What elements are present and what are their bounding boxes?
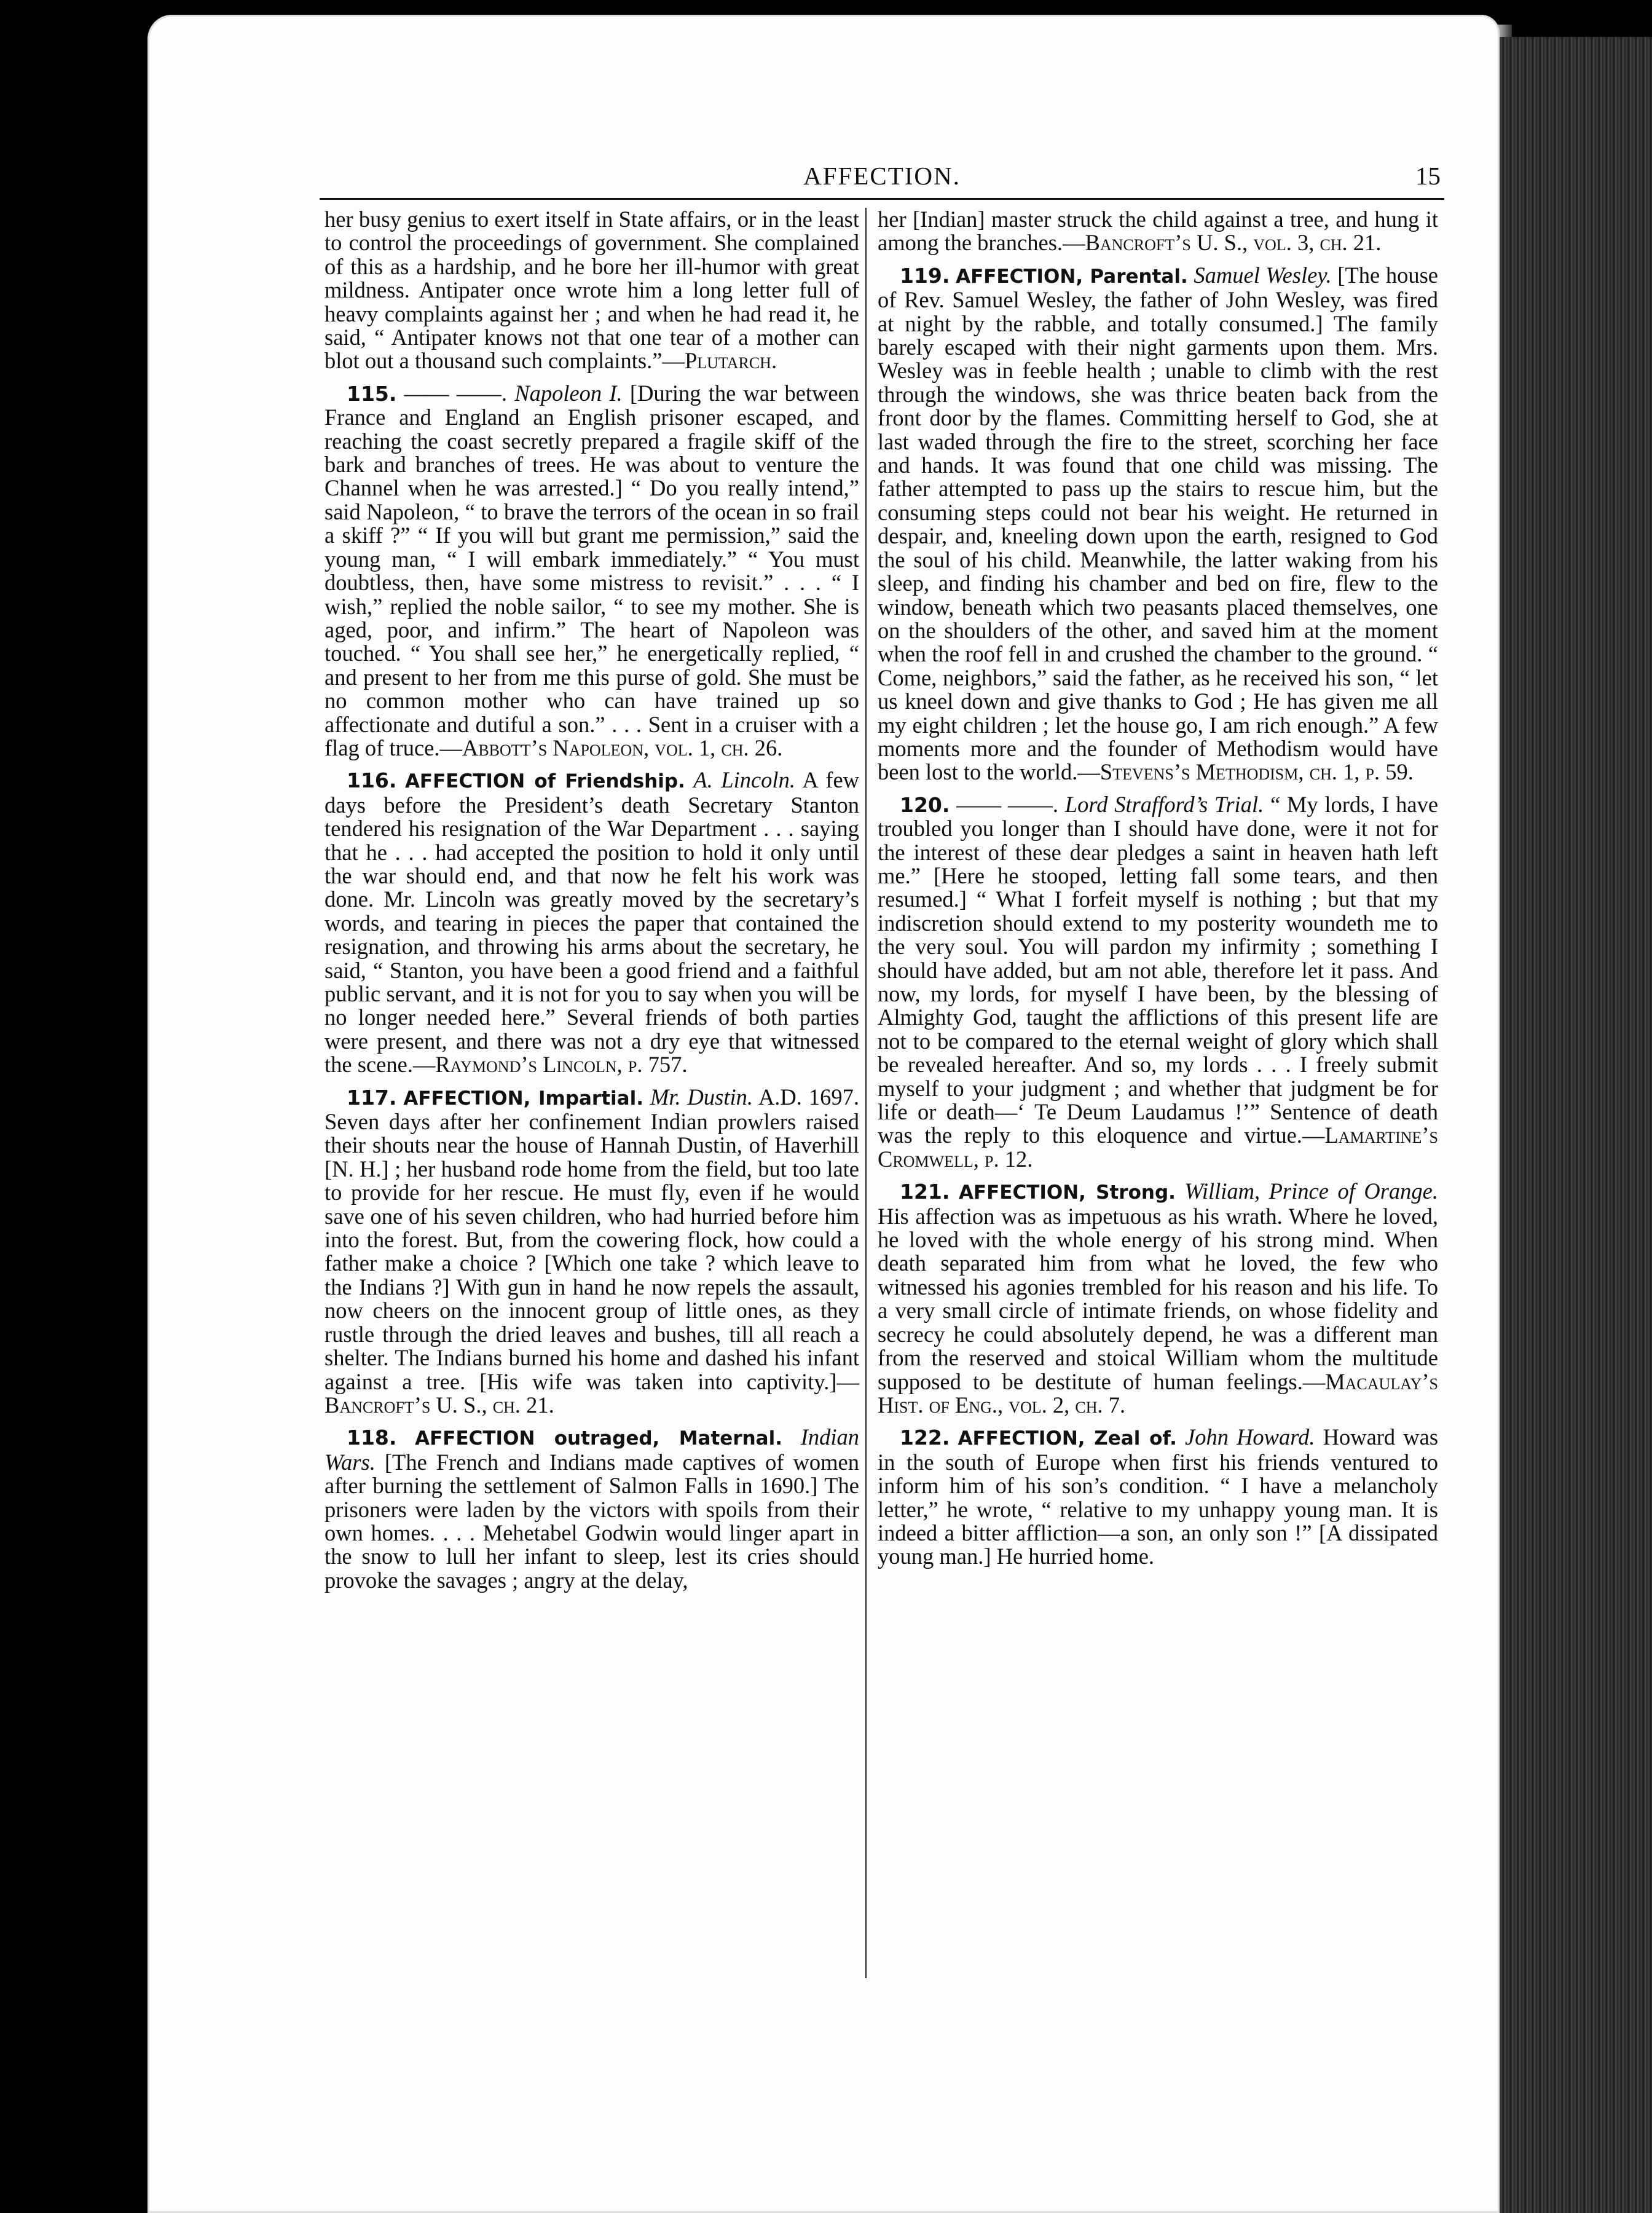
entry-heading: AFFECTION outraged, Maternal. <box>415 1427 783 1450</box>
entry-subject: Indian Wars. <box>324 1424 860 1475</box>
entry-text: Howard was in the south of Europe when first his friends ventured to inform him of his son’s condition. “ I have a melancholy letter,” he wrote, “ relative to my unhappy young man. It is indeed a bitter affliction—a son, an only son !” [A dissipated young man.] He hurried home. <box>878 1424 1439 1569</box>
entry-subject: Napoleon I. <box>514 380 623 406</box>
entry-source: Bancroft’s U. S., ch. 21. <box>324 1392 554 1418</box>
entry-source: Plutarch. <box>684 348 777 374</box>
column-divider <box>865 208 867 1978</box>
entry-source: Lamartine’s Cromwell, p. 12. <box>878 1122 1438 1172</box>
entry-subject: A. Lincoln. <box>693 767 795 793</box>
entry-number: 117. <box>347 1085 397 1110</box>
entry-source: Abbott’s Napoleon, vol. 1, ch. 26. <box>462 735 783 760</box>
entry-text: His affection was as impetuous as his wrath. Where he loved, he loved with the whole energy of his strong mind. When death separated him from what he loved, the few who witnessed his agonies trembled for his reason and his life. To a very small circle of intimate friends, on whose fidelity and secrecy he could absolutely depend, he was a different man from the reserved and stoical William whom the multitude supposed to be destitute of human feelings.— <box>878 1203 1438 1394</box>
entry-heading: AFFECTION, Impartial. <box>403 1087 643 1110</box>
entry-number: 119. <box>900 263 950 288</box>
entry-heading: AFFECTION, Strong. <box>958 1181 1176 1204</box>
entry-text: [The French and Indians made captives of women after burning the settlement of Salmon Falls in 1690.] The prisoners were laden by the victors with spoils from their own homes. . . . Mehetabel Godwin would linger apart in the snow to lull her infant to sleep, lest its cries should provoke the savages ; angry at the delay, <box>324 1449 859 1593</box>
entry-subject: Mr. Dustin. <box>650 1084 753 1110</box>
entry-number: 118. <box>347 1426 397 1450</box>
entry-text: A few days before the President’s death Secretary Stanton tendered his resignation of the War Department . . . saying that he . . . had accepted the position to hold it only until the war should end, and that now he felt his work was done. Mr. Lincoln was greatly moved by the secretary’s words, and tearing in pieces the paper that contained the resignation, and throwing his arms about the secretary, he said, “ Stanton, you have been a good friend and a faithful public servant, and it is not for you to say when you will be no longer needed here.” Several friends of both parties were present, and there was not a dry eye that witnessed the scene.— <box>324 767 860 1078</box>
entry-number: 116. <box>347 768 397 793</box>
entry-text: “ My lords, I have troubled you longer than I should have done, were it not for the interest of these dear pledges a saint in heaven hath left me.” [Here he stooped, letting fall some tears, and then resumed.] “ What I forfeit myself is nothing ; but that my indiscretion should extend to my posterity woundeth me to the very soul. You will pardon my infirmity ; something I should have added, but am not able, therefore let it pass. And now, my lords, for myself I have been, by the blessing of Almighty God, taught the afflictions of this present life are not to be compared to the eternal weight of glory which shall be revealed hereafter. And so, my lords . . . I freely submit myself to your judgment ; and whether that judgment be for life or death—‘ Te Deum Laudamus !’” Sentence of death was the reply to this eloquence and virtue.— <box>878 791 1439 1148</box>
entry-text: [During the war between France and England an English prisoner escaped, and reaching the coast secretly prepared a fragile skiff of the bark and branches of trees. He was about to venture the Channel when he was arrested.] “ Do you really intend,” said Napoleon, “ to brave the terrors of the ocean in so frail a skiff ?” “ If you will but grant me permission,” said the young man, “ I will embark immediately.” “ You must doubtless, then, have some mistress to revisit.” . . . “ I wish,” replied the noble sailor, “ to see my mother. She is aged, poor, and infirm.” The heart of Napoleon was touched. “ You shall see her,” he energetically replied, “ and present to her from me this purse of gold. She must be no common mother who can have trained up so affectionate and dutiful a son.” . . . Sent in a cruiser with a flag of truce.— <box>324 380 860 760</box>
entry-heading: —— ——. <box>956 791 1059 817</box>
entry-number: 120. <box>900 792 950 817</box>
entry-subject: Lord Strafford’s Trial. <box>1064 791 1264 817</box>
right-column <box>878 208 1438 1577</box>
entry-text: her busy genius to exert itself in State affairs, or in the least to control the proceedings of government. She complained of this as a hardship, and he bore her ill-humor with great mildness. Antipater once wrote him a long letter full of heavy complaints against her ; and when he had read it, he said, “ Antipater knows not that one tear of a mother can blot out a thousand such complaints.”— <box>324 207 859 374</box>
entry-122 <box>878 1426 1438 1568</box>
entry-121 <box>878 1180 1438 1417</box>
entry-source: Raymond’s Lincoln, p. 757. <box>435 1052 688 1078</box>
entry-text: her [Indian] master struck the child against a tree, and hung it among the branches.— <box>878 207 1438 256</box>
entry-heading: AFFECTION, Parental. <box>956 265 1188 288</box>
entry-source: Bancroft’s U. S., vol. 3, ch. 21. <box>1085 230 1382 256</box>
entry-text: [The house of Rev. Samuel Wesley, the father of John Wesley, was fired at night by the rabble, and totally consumed.] The family barely escaped with their night garments upon them. Mrs. Wesley was in feeble health ; unable to climb with the rest through the windows, she was thrice beaten back from the front door by the flames. Committing herself to God, she at last waded through the fire to the street, scorching her face and hands. It was found that one child was missing. The father attempted to pass up the stairs to rescue him, but the consuming steps could not bear his weight. He returned in despair, and, kneeling down upon the earth, resigned to God the soul of his child. Meanwhile, the latter waking from his sleep, and finding his chamber and bed on fire, flew to the window, beneath which two peasants placed themselves, one on the shoulders of the other, and saved him at the moment when the roof fell in and crushed the chamber to the ground. “ Come, neighbors,” said the father, as he received his son, “ let us kneel down and give thanks to God ; He has given me all my eight children ; let the house go, I am rich enough.” A few moments more and the founder of Methodism would have been lost to the world.— <box>878 262 1439 785</box>
entry-subject: Samuel Wesley. <box>1194 262 1332 288</box>
page-number: 15 <box>1415 162 1441 190</box>
entry-heading: AFFECTION, Zeal of. <box>958 1427 1177 1450</box>
entry-subject: William, Prince of Orange. <box>1184 1178 1438 1204</box>
entry-continuation <box>324 208 859 373</box>
entry-117 <box>324 1086 859 1418</box>
entry-heading: —— ——. <box>404 380 508 406</box>
entry-number: 121. <box>900 1180 950 1204</box>
entry-heading: AFFECTION of Friendship. <box>404 770 685 793</box>
entry-119 <box>878 264 1438 784</box>
entry-number: 122. <box>900 1426 950 1450</box>
entry-number: 115. <box>347 381 397 406</box>
entry-source: Stevens’s Methodism, ch. 1, p. 59. <box>1099 759 1414 785</box>
running-head: AFFECTION. <box>803 162 961 190</box>
entry-subject: John Howard. <box>1185 1424 1315 1450</box>
entry-115 <box>324 382 859 760</box>
entry-source: Macaulay’s Hist. of Eng., vol. 2, ch. 7. <box>878 1368 1438 1418</box>
entry-116 <box>324 768 859 1076</box>
entry-continuation <box>878 208 1438 255</box>
entry-120 <box>878 793 1438 1172</box>
entry-text: A.D. 1697. Seven days after her confinement Indian prowlers raised their shouts near the house of Hannah Dustin, of Haverhill [N. H.] ; her husband rode home from the field, but too late to provide for her rescue. He must fly, even if he would save one of his seven children, who had hurried before him into the forest. But, from the cowering flock, how could a father make a choice ? [Which one take ? which leave to the Indians ?] With gun in hand he now repels the assault, now cheers on the innocent group of little ones, as they rustle through the dried leaves and bushes, till all reach a shelter. The Indians burned his home and dashed his infant against a tree. [His wife was taken into captivity.]— <box>324 1084 859 1394</box>
page-header <box>320 161 1444 200</box>
left-column <box>324 208 859 1601</box>
entry-118 <box>324 1426 859 1592</box>
book-page-edges <box>1500 37 1652 2213</box>
